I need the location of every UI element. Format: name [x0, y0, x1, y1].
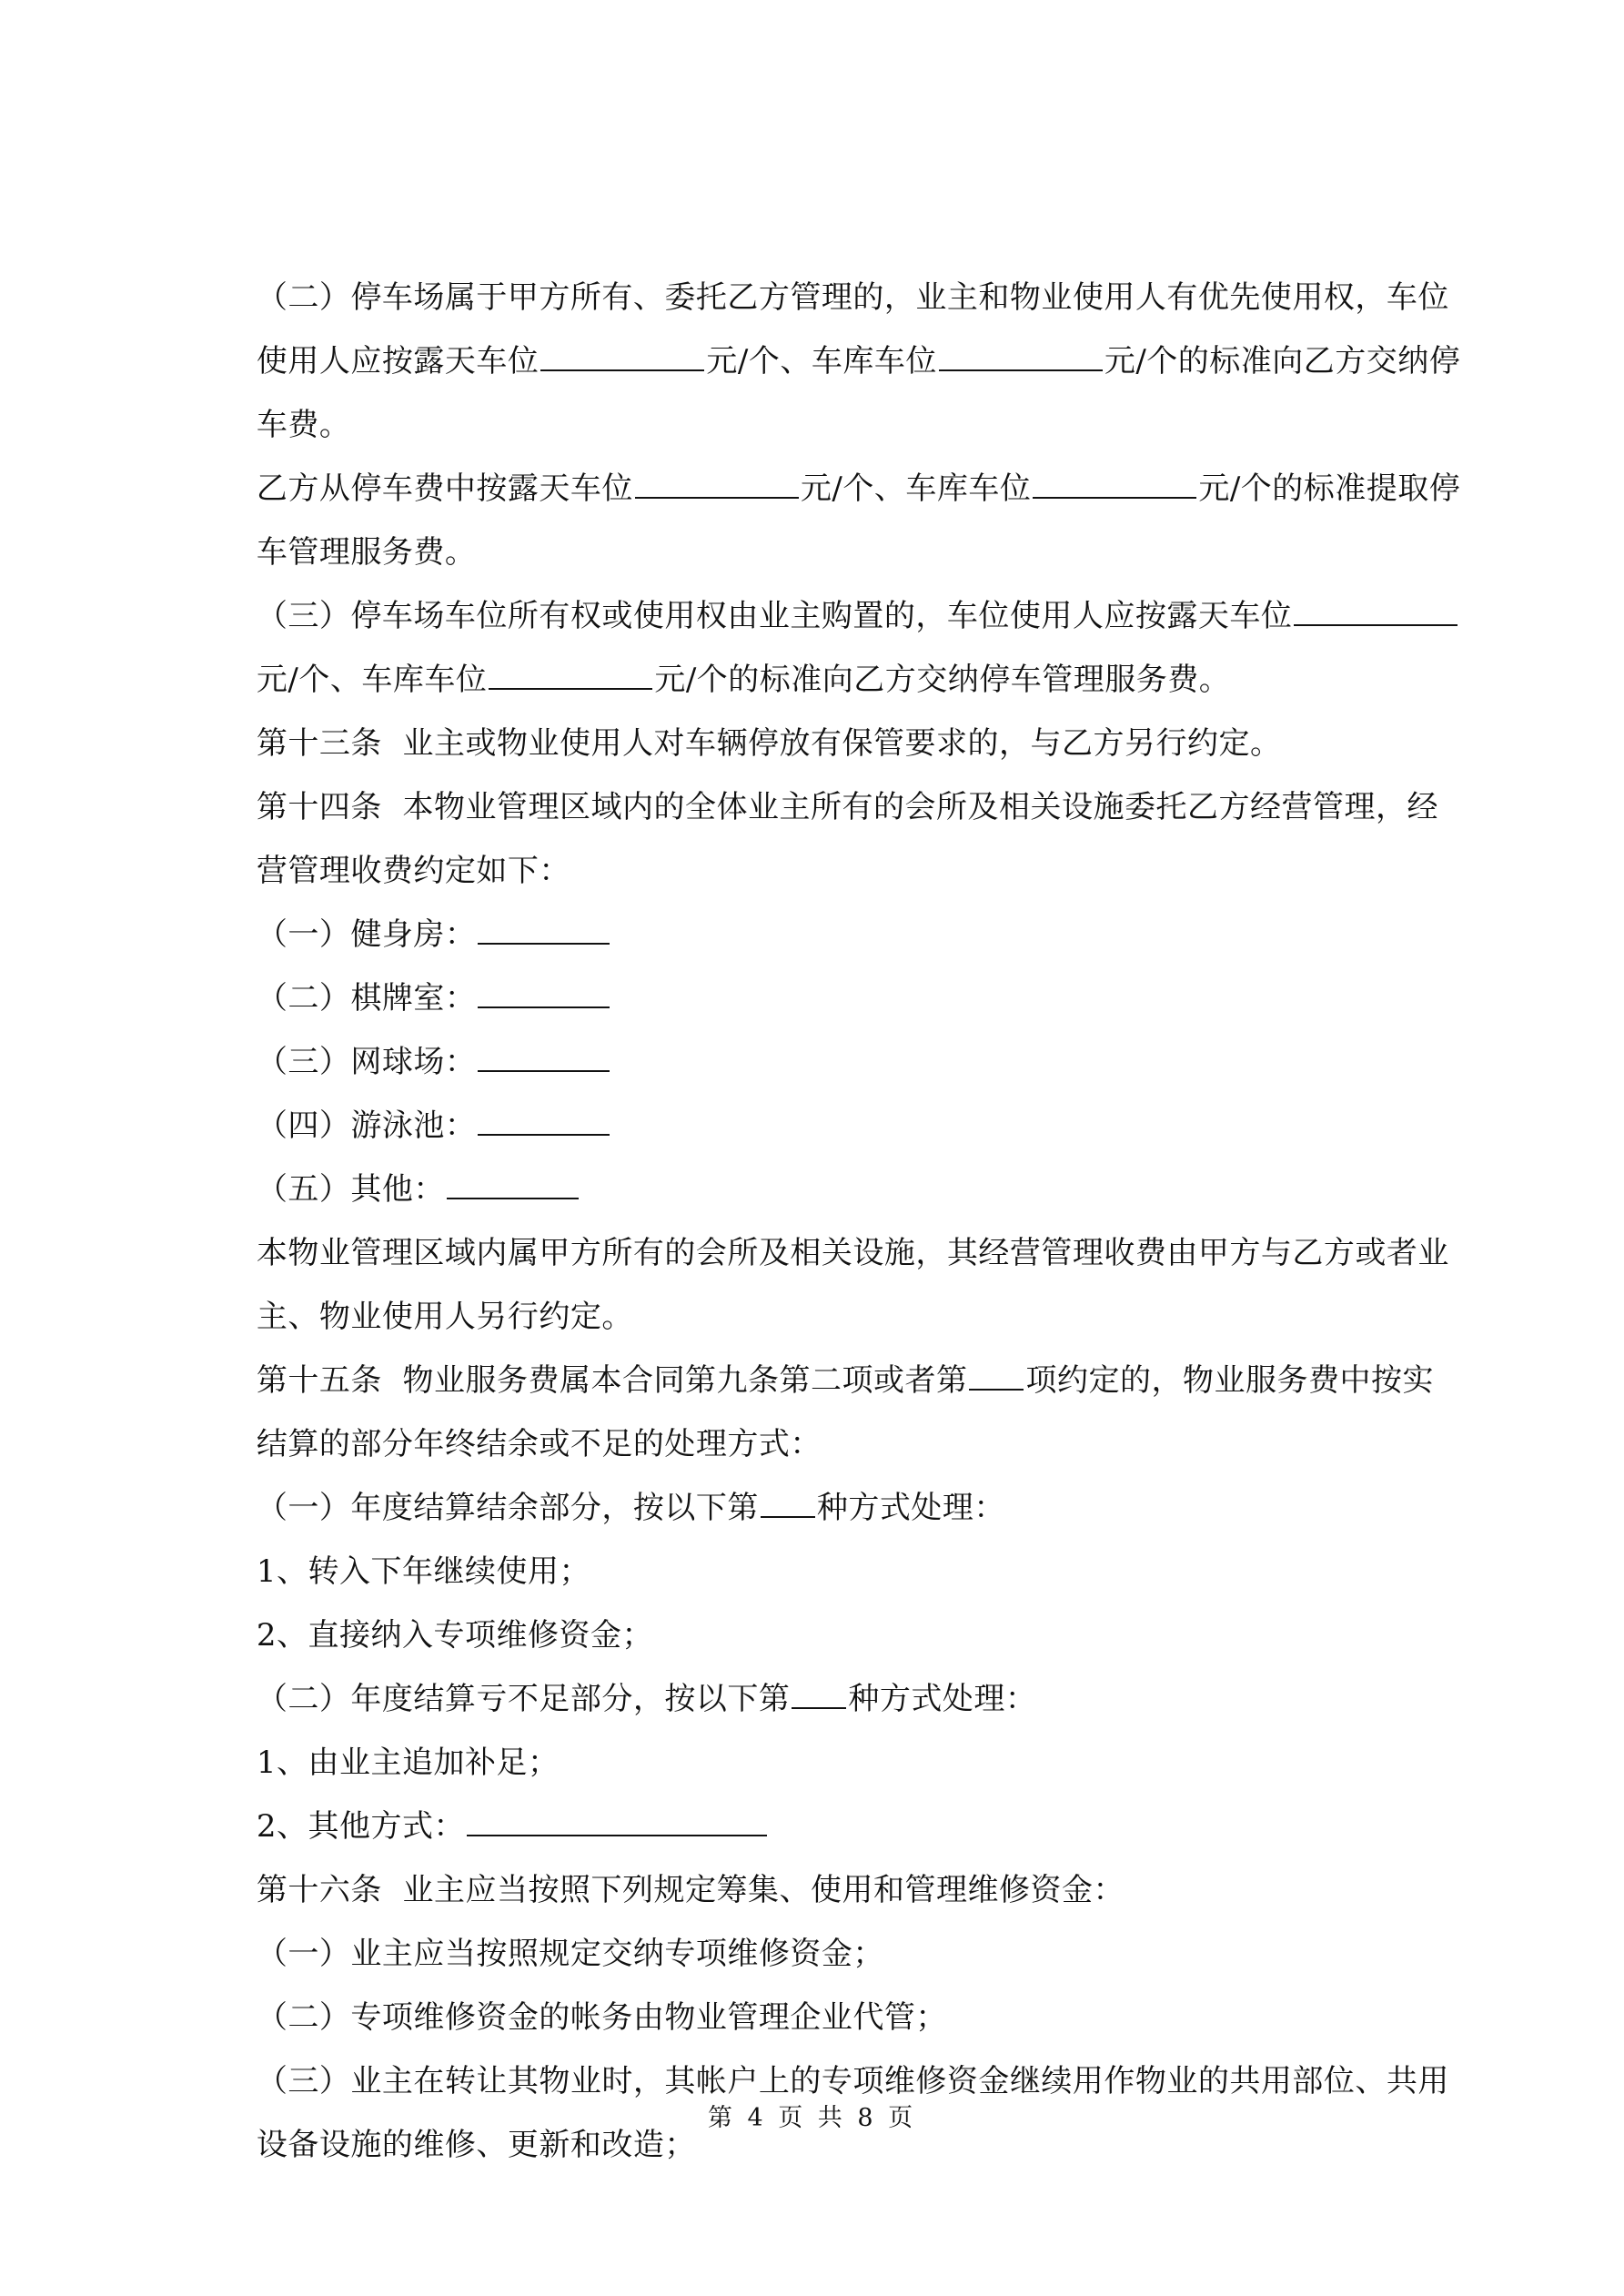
line-text: 项约定的，物业服务费中按实	[1025, 1362, 1434, 1399]
line-text: （二）年度结算亏不足部分，按以下第	[256, 1681, 791, 1717]
line-text: 元/个、车库车位	[800, 470, 1032, 507]
line-text: （二）棋牌室：	[256, 980, 477, 1017]
fill-blank	[478, 979, 610, 1008]
line-text: （二）停车场属于甲方所有、委托乙方管理的，业主和物业使用人有优先使用权，车位	[256, 279, 1449, 316]
line-text: （一）业主应当按照规定交纳专项维修资金；	[256, 1936, 884, 1972]
fill-blank	[489, 661, 652, 690]
line-text: 本物业管理区域内属甲方所有的会所及相关设施，其经营管理收费由甲方与乙方或者业	[256, 1235, 1449, 1271]
fill-blank	[447, 1170, 579, 1199]
line-text: （三）网球场：	[256, 1044, 477, 1080]
page-number-footer: 第 4 页 共 8 页	[707, 2104, 917, 2132]
line-text: 元/个、车库车位	[706, 343, 937, 379]
fill-blank	[969, 1361, 1024, 1391]
fill-blank	[792, 1680, 846, 1709]
line-text: 2、直接纳入专项维修资金；	[256, 1617, 653, 1654]
line-text: （三）停车场车位所有权或使用权由业主购置的，车位使用人应按露天车位	[256, 598, 1293, 634]
paragraph-line	[195, 202, 1449, 316]
fill-blank	[478, 1107, 610, 1136]
line-text: （四）游泳池：	[256, 1108, 477, 1144]
fill-blank	[478, 915, 610, 945]
line-text: （一）年度结算结余部分，按以下第	[256, 1490, 759, 1526]
line-text: 元/个、车库车位	[256, 662, 488, 698]
fill-blank	[939, 342, 1103, 371]
fill-blank	[761, 1489, 815, 1518]
line-text: 1、由业主追加补足；	[256, 1745, 560, 1781]
line-text: 使用人应按露天车位	[256, 343, 540, 379]
line-text: 第十四条 本物业管理区域内的全体业主所有的会所及相关设施委托乙方经营管理，经	[256, 789, 1438, 825]
line-text: 车费。	[256, 407, 351, 443]
line-text: 乙方从停车费中按露天车位	[256, 470, 633, 507]
line-text: 元/个的标准向乙方交纳停	[1104, 343, 1461, 379]
line-text: 主、物业使用人另行约定。	[256, 1299, 633, 1335]
fill-blank	[635, 470, 799, 499]
line-text: 第十六条 业主应当按照下列规定筹集、使用和管理维修资金：	[256, 1872, 1125, 1908]
line-text: 第十五条 物业服务费属本合同第九条第二项或者第	[256, 1362, 968, 1399]
paragraph-line	[195, 393, 1461, 507]
line-text: （三）业主在转让其物业时，其帐户上的专项维修资金继续用作物业的共用部位、共用	[256, 2063, 1449, 2099]
fill-blank	[1033, 470, 1196, 499]
line-text: （一）健身房：	[256, 916, 477, 953]
line-text: 结算的部分年终结余或不足的处理方式：	[256, 1426, 822, 1462]
line-text: 第十三条 业主或物业使用人对车辆停放有保管要求的，与乙方另行约定。	[256, 725, 1282, 762]
line-text: 1、转入下年继续使用；	[256, 1553, 590, 1590]
fill-blank	[467, 1807, 767, 1836]
line-text: 营管理收费约定如下：	[256, 853, 570, 889]
line-text: 车管理服务费。	[256, 534, 477, 571]
line-text: 设备设施的维修、更新和改造；	[256, 2127, 696, 2163]
line-text: （二）专项维修资金的帐务由物业管理企业代管；	[256, 1999, 947, 2036]
line-text: （五）其他：	[256, 1171, 445, 1208]
line-text: 元/个的标准提取停	[1198, 470, 1461, 507]
line-text: 种方式处理：	[848, 1681, 1037, 1717]
fill-blank	[1294, 597, 1458, 626]
line-text: 元/个的标准向乙方交纳停车管理服务费。	[654, 662, 1231, 698]
line-text: 2、其他方式：	[256, 1808, 465, 1845]
line-text: 种方式处理：	[816, 1490, 1005, 1526]
fill-blank	[478, 1043, 610, 1072]
fill-blank	[540, 342, 704, 371]
